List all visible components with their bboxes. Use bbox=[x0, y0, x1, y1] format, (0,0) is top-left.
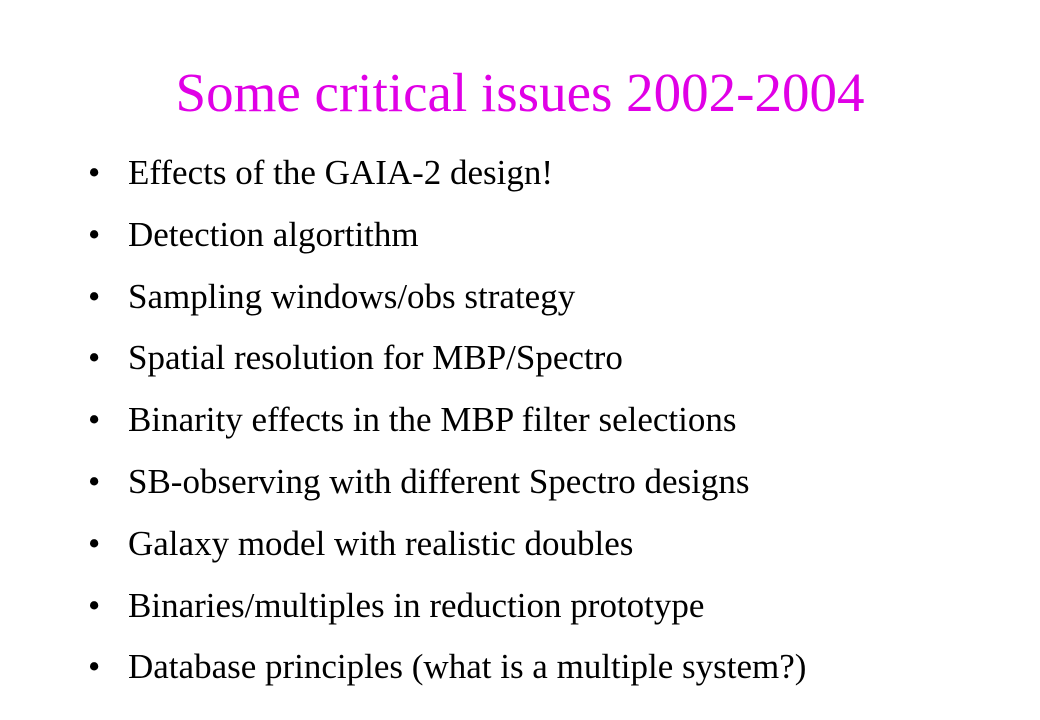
slide-title: Some critical issues 2002-2004 bbox=[175, 62, 865, 123]
bullet-icon: • bbox=[88, 647, 101, 687]
bullet-item-5 bbox=[88, 389, 1018, 451]
bullet-text-4: Spatial resolution for MBP/Spectro bbox=[128, 338, 623, 378]
bullet-item-6 bbox=[88, 451, 1018, 513]
bullet-icon: • bbox=[88, 153, 101, 192]
bullet-item-9 bbox=[88, 636, 1018, 698]
bullet-icon: • bbox=[88, 400, 101, 440]
bullet-item-2 bbox=[88, 204, 1018, 266]
bullet-icon: • bbox=[88, 461, 101, 501]
bullet-text-6: SB-observing with different Spectro designs bbox=[128, 461, 750, 501]
bullet-icon: • bbox=[88, 338, 101, 378]
bullet-text-1: Effects of the GAIA-2 design! bbox=[128, 153, 554, 192]
bullet-text-7: Galaxy model with realistic doubles bbox=[128, 523, 634, 563]
bullet-icon: • bbox=[88, 276, 101, 316]
bullet-text-3: Sampling windows/obs strategy bbox=[128, 276, 576, 316]
bullet-text-5: Binarity effects in the MBP filter selections bbox=[128, 400, 737, 440]
bullet-text-2: Detection algortithm bbox=[128, 214, 419, 254]
bullet-text-8: Binaries/multiples in reduction prototype bbox=[128, 585, 705, 625]
bullet-icon: • bbox=[88, 214, 101, 254]
bullet-icon: • bbox=[88, 585, 101, 625]
bullet-list bbox=[88, 142, 1018, 698]
bullet-item-7 bbox=[88, 513, 1018, 575]
bullet-text-9: Database principles (what is a multiple system?) bbox=[128, 647, 807, 687]
bullet-item-1 bbox=[88, 142, 1018, 204]
bullet-item-3 bbox=[88, 266, 1018, 328]
bullet-item-4 bbox=[88, 327, 1018, 389]
bullet-item-8 bbox=[88, 575, 1018, 637]
bullet-icon: • bbox=[88, 523, 101, 563]
